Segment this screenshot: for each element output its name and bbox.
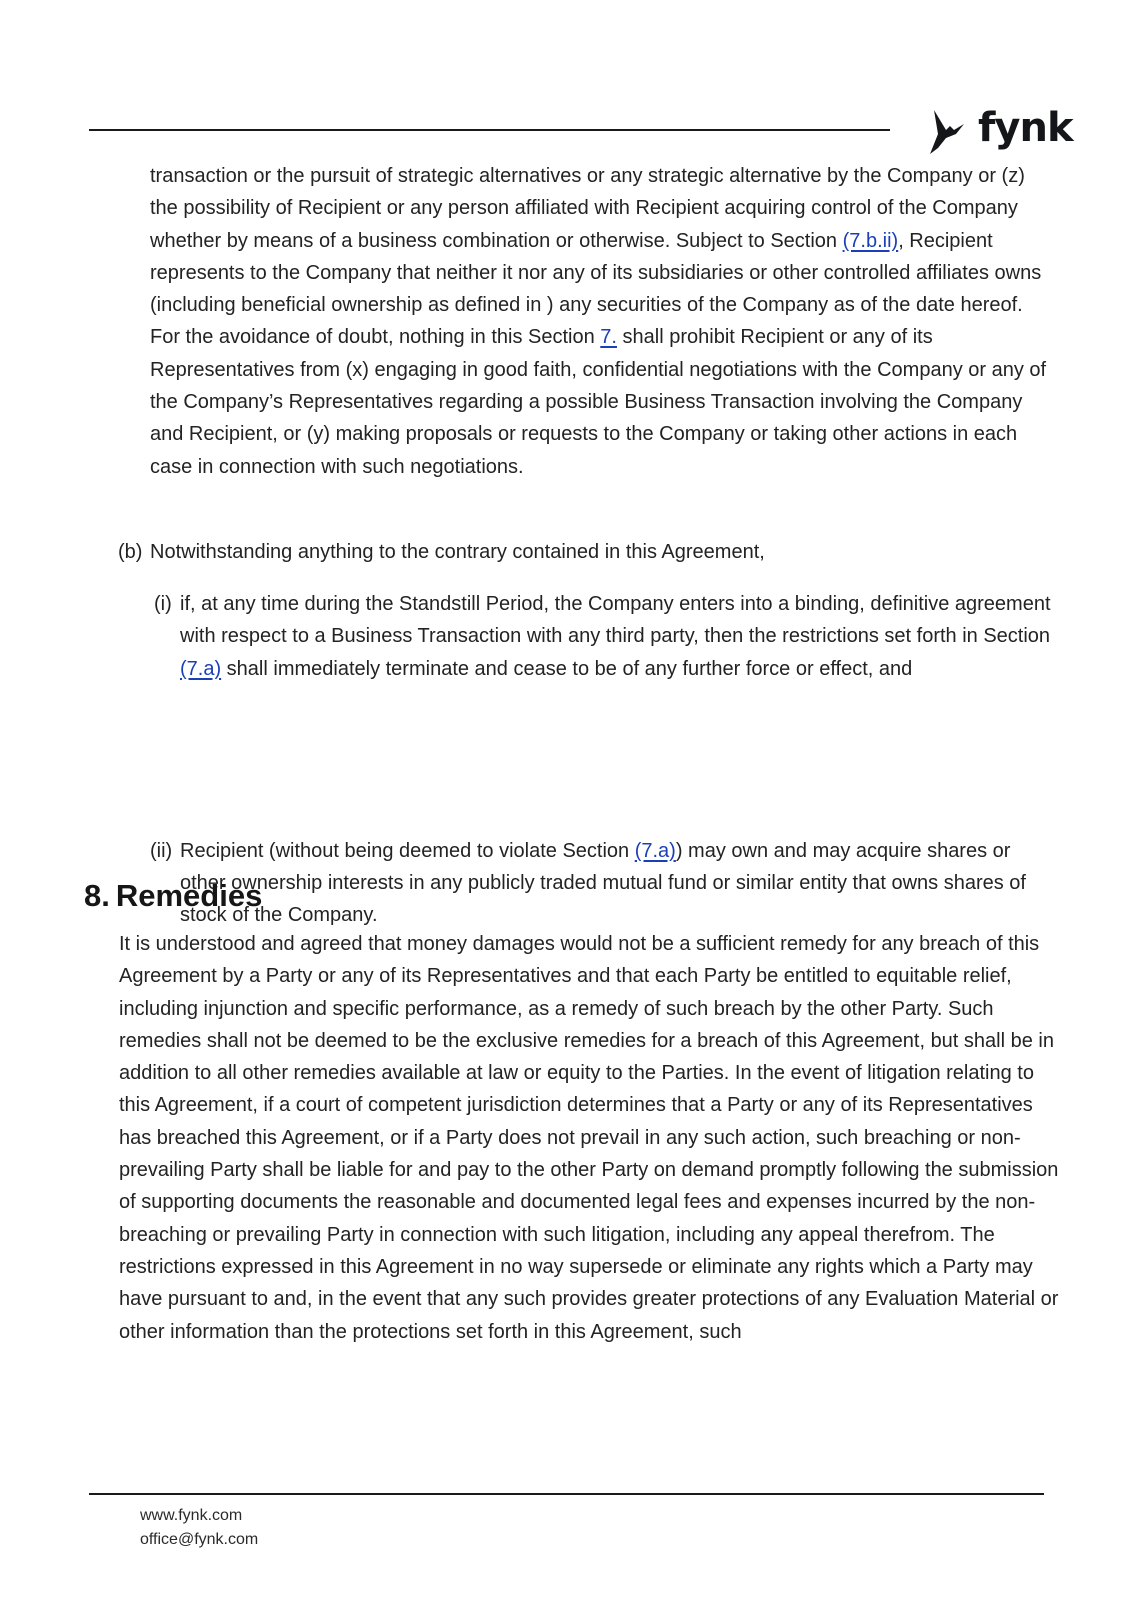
clause-b-ii	[150, 835, 1055, 932]
footer-website-link[interactable]: www.fynk.com	[140, 1507, 243, 1524]
section-reference-link[interactable]: 7.	[600, 326, 617, 349]
section7-continuation-paragraph	[150, 160, 1055, 483]
clause-label: (ii)	[150, 839, 173, 862]
section-title: Remedies	[115, 878, 263, 913]
clause-body	[150, 835, 1055, 932]
section-reference-link[interactable]: (7.a)	[180, 657, 222, 680]
clause-text: shall immediately terminate and cease to be of any further force or effect, and	[221, 657, 913, 680]
paragraph-text: shall prohibit Recipient or any of its Representatives from (x) engaging in good faith, confidential negotiations with the Company or any of the Company’s Representatives regarding a possible Business Transaction involving the Company and Recipient, or (y) making proposals or requests to the Company or taking other actions in each case in connection with such negotiations.	[150, 326, 1047, 478]
paragraph-text: transaction or the pursuit of strategic alternatives or any strategic alternative by the Company or (z) the possibility of Recipient or any person affiliated with Recipient acquiring control of the Company whether by means of a business combination or otherwise. Subject to Section	[150, 165, 1025, 252]
clause-label: (i)	[154, 593, 172, 615]
section-reference-link[interactable]: (7.a)	[634, 839, 676, 862]
clause-body	[154, 588, 1054, 685]
clause-text: ) may own and may acquire shares or other ownership interests in any publicly traded mutual fund or similar entity that owns shares of stock of the Company.	[180, 839, 1026, 927]
section-number: 8.	[84, 878, 110, 913]
remedies-paragraph: It is understood and agreed that money damages would not be a sufficient remedy for any breach of this Agreement by a Party or any of its Representatives and that each Party be entitled to equitable relief, including injunction and specific performance, as a remedy of such breach by the other Party. Such remedies shall not be deemed to be the exclusive remedies for a breach of this Agreement, but shall be in addition to all other remedies available at law or equity to the Parties. In the event of litigation relating to this Agreement, if a court of competent jurisdiction determines that a Party or any of its Representatives has breached this Agreement, or if a Party does not prevail in any such action, such breaching or non-prevailing Party shall be liable for and pay to the other Party on demand promptly following the submission of supporting documents the reasonable and documented legal fees and expenses incurred by the non-breaching or prevailing Party in connection with such litigation, including any appeal therefrom. The restrictions expressed in this Agreement in no way supersede or eliminate any rights which a Party may have pursuant to and, in the event that any such provides greater protections of any Evaluation Material or other information than the protections set forth in this Agreement, such	[119, 933, 1059, 1343]
clause-b	[118, 536, 1058, 568]
clause-b-i	[154, 588, 1054, 685]
footer-divider	[89, 1493, 1044, 1495]
footer-email-link[interactable]: office@fynk.com	[140, 1531, 259, 1548]
brand-name: fynk	[978, 105, 1073, 151]
clause-text: if, at any time during the Standstill Period, the Company enters into a binding, definitive agreement with respect to a Business Transaction with any third party, then the restrictions set forth in Section	[180, 593, 1051, 648]
paragraph-text: , Recipient represents to the Company that neither it nor any of its subsidiaries or other controlled affiliates owns (including beneficial ownership as defined in ) any securities of the Company as of the date hereof. For the avoidance of doubt, nothing in this Section	[150, 229, 1042, 349]
clause-text: Recipient (without being deemed to violate Section	[180, 839, 635, 862]
clause-text: Notwithstanding anything to the contrary contained in this Agreement,	[150, 541, 765, 563]
section-heading	[84, 876, 262, 916]
section-reference-link[interactable]: (7.b.ii)	[842, 229, 899, 252]
clause-label: (b)	[118, 541, 143, 563]
